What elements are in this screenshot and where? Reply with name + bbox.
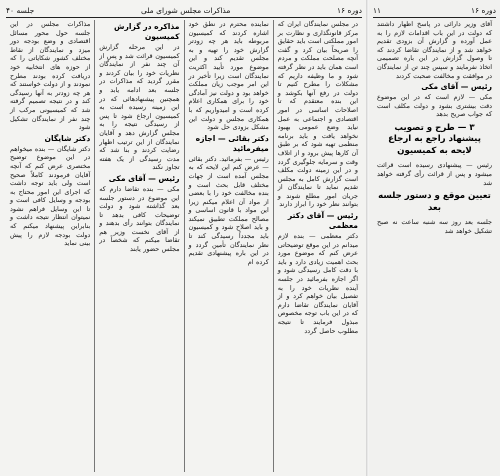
section-heading: تعیین موقع و دستور جلسه بعد [378, 191, 491, 213]
text-column [94, 20, 183, 472]
header-rule [6, 17, 362, 18]
speaker-heading: رئیس — آقای دکتر معظمی [287, 211, 358, 231]
paragraph: جلسه بعد روز سه شنبه ساعت نه صبح تشکیل خواهد شد [377, 218, 492, 235]
speaker-heading: مذاکره در گزارش کمیسیون [114, 22, 180, 41]
paragraph: دکتر شایگان — بنده میخواهم در این موضوع توضیح مختصری عرض کنم که آنچه آقایان فرمودند کاملاً صحیح است ولی باید توجه داشت که اجرای این امور محتاج به بودجه و وسایل کافی است و تا این وسایل فراهم نشود نمیتوان انتظار نتیجه داشت و بنابراین پیشنهاد میکنم که دولت بودجه لازم را پیش بینی نماید [10, 144, 91, 248]
facing-header-rule [373, 17, 496, 18]
paragraph: مکی — بنده تقاضا دارم که این موضوع در دستور جلسه بعد گذاشته شود و دولت توضیحات کافی بدهد تا نمایندگان بتوانند رأی بدهند و از آقای نخست وزیر هم تقاضا میکنم که شخصاً در مجلس حضور یابند [99, 184, 180, 254]
paragraph: آقای وزیر دارائی در پاسخ اظهار داشتند که دولت در این باب اقدامات لازم را به عمل آورده و گزارش آن بزودی تقدیم خواهد شد و از نمایندگان تقاضا کردند که تا وصول گزارش در این باره تصمیمی اتخاذ نفرمایند و سپس چند تن از نمایندگان در موافقت و مخالفت صحبت کردند [377, 20, 492, 80]
facing-column [373, 20, 496, 472]
facing-header-left: ۱۱ [373, 5, 382, 15]
header-right: دوره ۱۶ [337, 5, 362, 15]
page-header [6, 4, 362, 16]
text-column [273, 20, 362, 472]
header-title: مذاکرات مجلس شورای ملی [140, 5, 231, 15]
facing-header-right: دوره ۱۶ [471, 5, 496, 15]
speaker-heading: رئیس — آقای مکی [421, 82, 492, 92]
facing-page [369, 0, 500, 476]
speaker-heading: دکتر بقائی — اجازه میفرمائید [195, 133, 269, 153]
paragraph: مذاکرات مجلس در این جلسه حول محور مسائل اقتصادی و وضع بودجه دور میزد و نمایندگان از نقاط مختلف کشور شکایاتی را که از حوزه های انتخابیه خود دریافت کرده بودند مطرح نمودند و از دولت خواستند که هر چه زودتر به آنها رسیدگی کند و در نتیجه تصمیم گرفته شد که کمیسیونی مرکب از چند نفر از نمایندگان تشکیل شود [10, 20, 91, 132]
speaker-heading: دکتر شایگان [44, 133, 91, 143]
facing-columns [373, 20, 496, 472]
facing-header [373, 4, 496, 16]
text-columns [6, 20, 362, 472]
text-column [6, 20, 94, 472]
speaker-heading: رئیس — آقای مکی [108, 173, 180, 183]
paragraph: دکتر معظمی — بنده لازم میدانم در این موقع توضیحاتی عرض کنم که موضوع مورد بحث اهمیت زیادی دارد و باید با دقت کامل رسیدگی شود و اگر اجازه بفرمائید در جلسه آینده نظریات خود را به تفصیل بیان خواهم کرد و از آقایان نمایندگان تقاضا دارم که در این باب توجه مخصوص مبذول فرمایند تا نتیجه مطلوب حاصل گردد [277, 232, 358, 335]
paragraph: در مجلس نمایندگان ایران که مرکز قانونگذاری و نظارت بر امور مملکتی است باید حقایق را صریحاً بیان کرد و گفت آنچه مصلحت مملکت و مردم است همان باید در نظر گرفته شود و ما وظیفه داریم که مشکلات را مطرح کنیم تا دولت در رفع آنها بکوشد و این بنده معتقدم که تا اصلاحات اساسی در امور اقتصادی و اجتماعی به عمل نیاید وضع عمومی بهبود نخواهد یافت و باید برنامه منظمی تهیه شود که بر طبق آن کارها پیش برود و از اتلاف وقت و سرمایه جلوگیری گردد و در این زمینه دولت مکلف است گزارش کامل به مجلس تقدیم نماید تا نمایندگان از جریان امور مطلع شوند و بتوانند نظر خود را ابراز دارند [277, 20, 358, 209]
paragraph: نماینده محترم در نطق خود اشاره کردند که کمیسیون مربوطه باید هر چه زودتر گزارش خود را تهیه و به مجلس تقدیم کند و این موضوع مورد تأیید اکثریت نمایندگان است زیرا تأخیر در این امر موجب زیان مملکت خواهد بود و دولت نیز آمادگی خود را برای همکاری اعلام کرده است و امیدواریم که با همکاری مجلس و دولت این مشکل بزودی حل شود [188, 20, 269, 132]
header-left: جلسه ۴۰ [6, 5, 35, 15]
paragraph: رئیس — بفرمائید. دکتر بقائی — عرض کنم این لایحه که به مجلس آمده است از جهات مختلف قابل بحث است و بنده مخالفت خود را با بعضی از مواد آن اعلام میکنم زیرا این مواد با قانون اساسی و مصالح مملکت تطبیق نمیکند و باید اصلاح شود و کمیسیون باید مجدداً رسیدگی کند تا نظر نمایندگان تأمین گردد و در این باره پیشنهادی تقدیم کرده ام [188, 154, 269, 266]
paragraph: در این مرحله گزارش کمیسیون قرائت شد و پس از آن چند نفر از نمایندگان نظریات خود را بیان کردند و مقرر گردید که مذاکرات در جلسه بعد ادامه یابد و همچنین پیشنهادهائی که در این زمینه رسیده است به کمیسیون ارجاع شود تا پس از رسیدگی نتیجه را به مجلس گزارش دهد و آقایان نمایندگان از این ترتیب اظهار رضایت کردند و بنا شد که مدت رسیدگی از یک هفته تجاوز نکند [99, 43, 180, 172]
paragraph: رئیس — پیشنهادی رسیده است قرائت میشود و پس از قرائت رأی گرفته خواهد شد [377, 161, 492, 187]
section-heading: ۳ — طرح و تصویب پیشنهاد راجع به ارجاع لایحه به کمیسیون [388, 122, 481, 156]
paragraph: مکی — لازم است که در این موضوع دقت بیشتری بشود و دولت مکلف است که جواب صریح بدهد [377, 93, 492, 119]
text-column [184, 20, 273, 472]
